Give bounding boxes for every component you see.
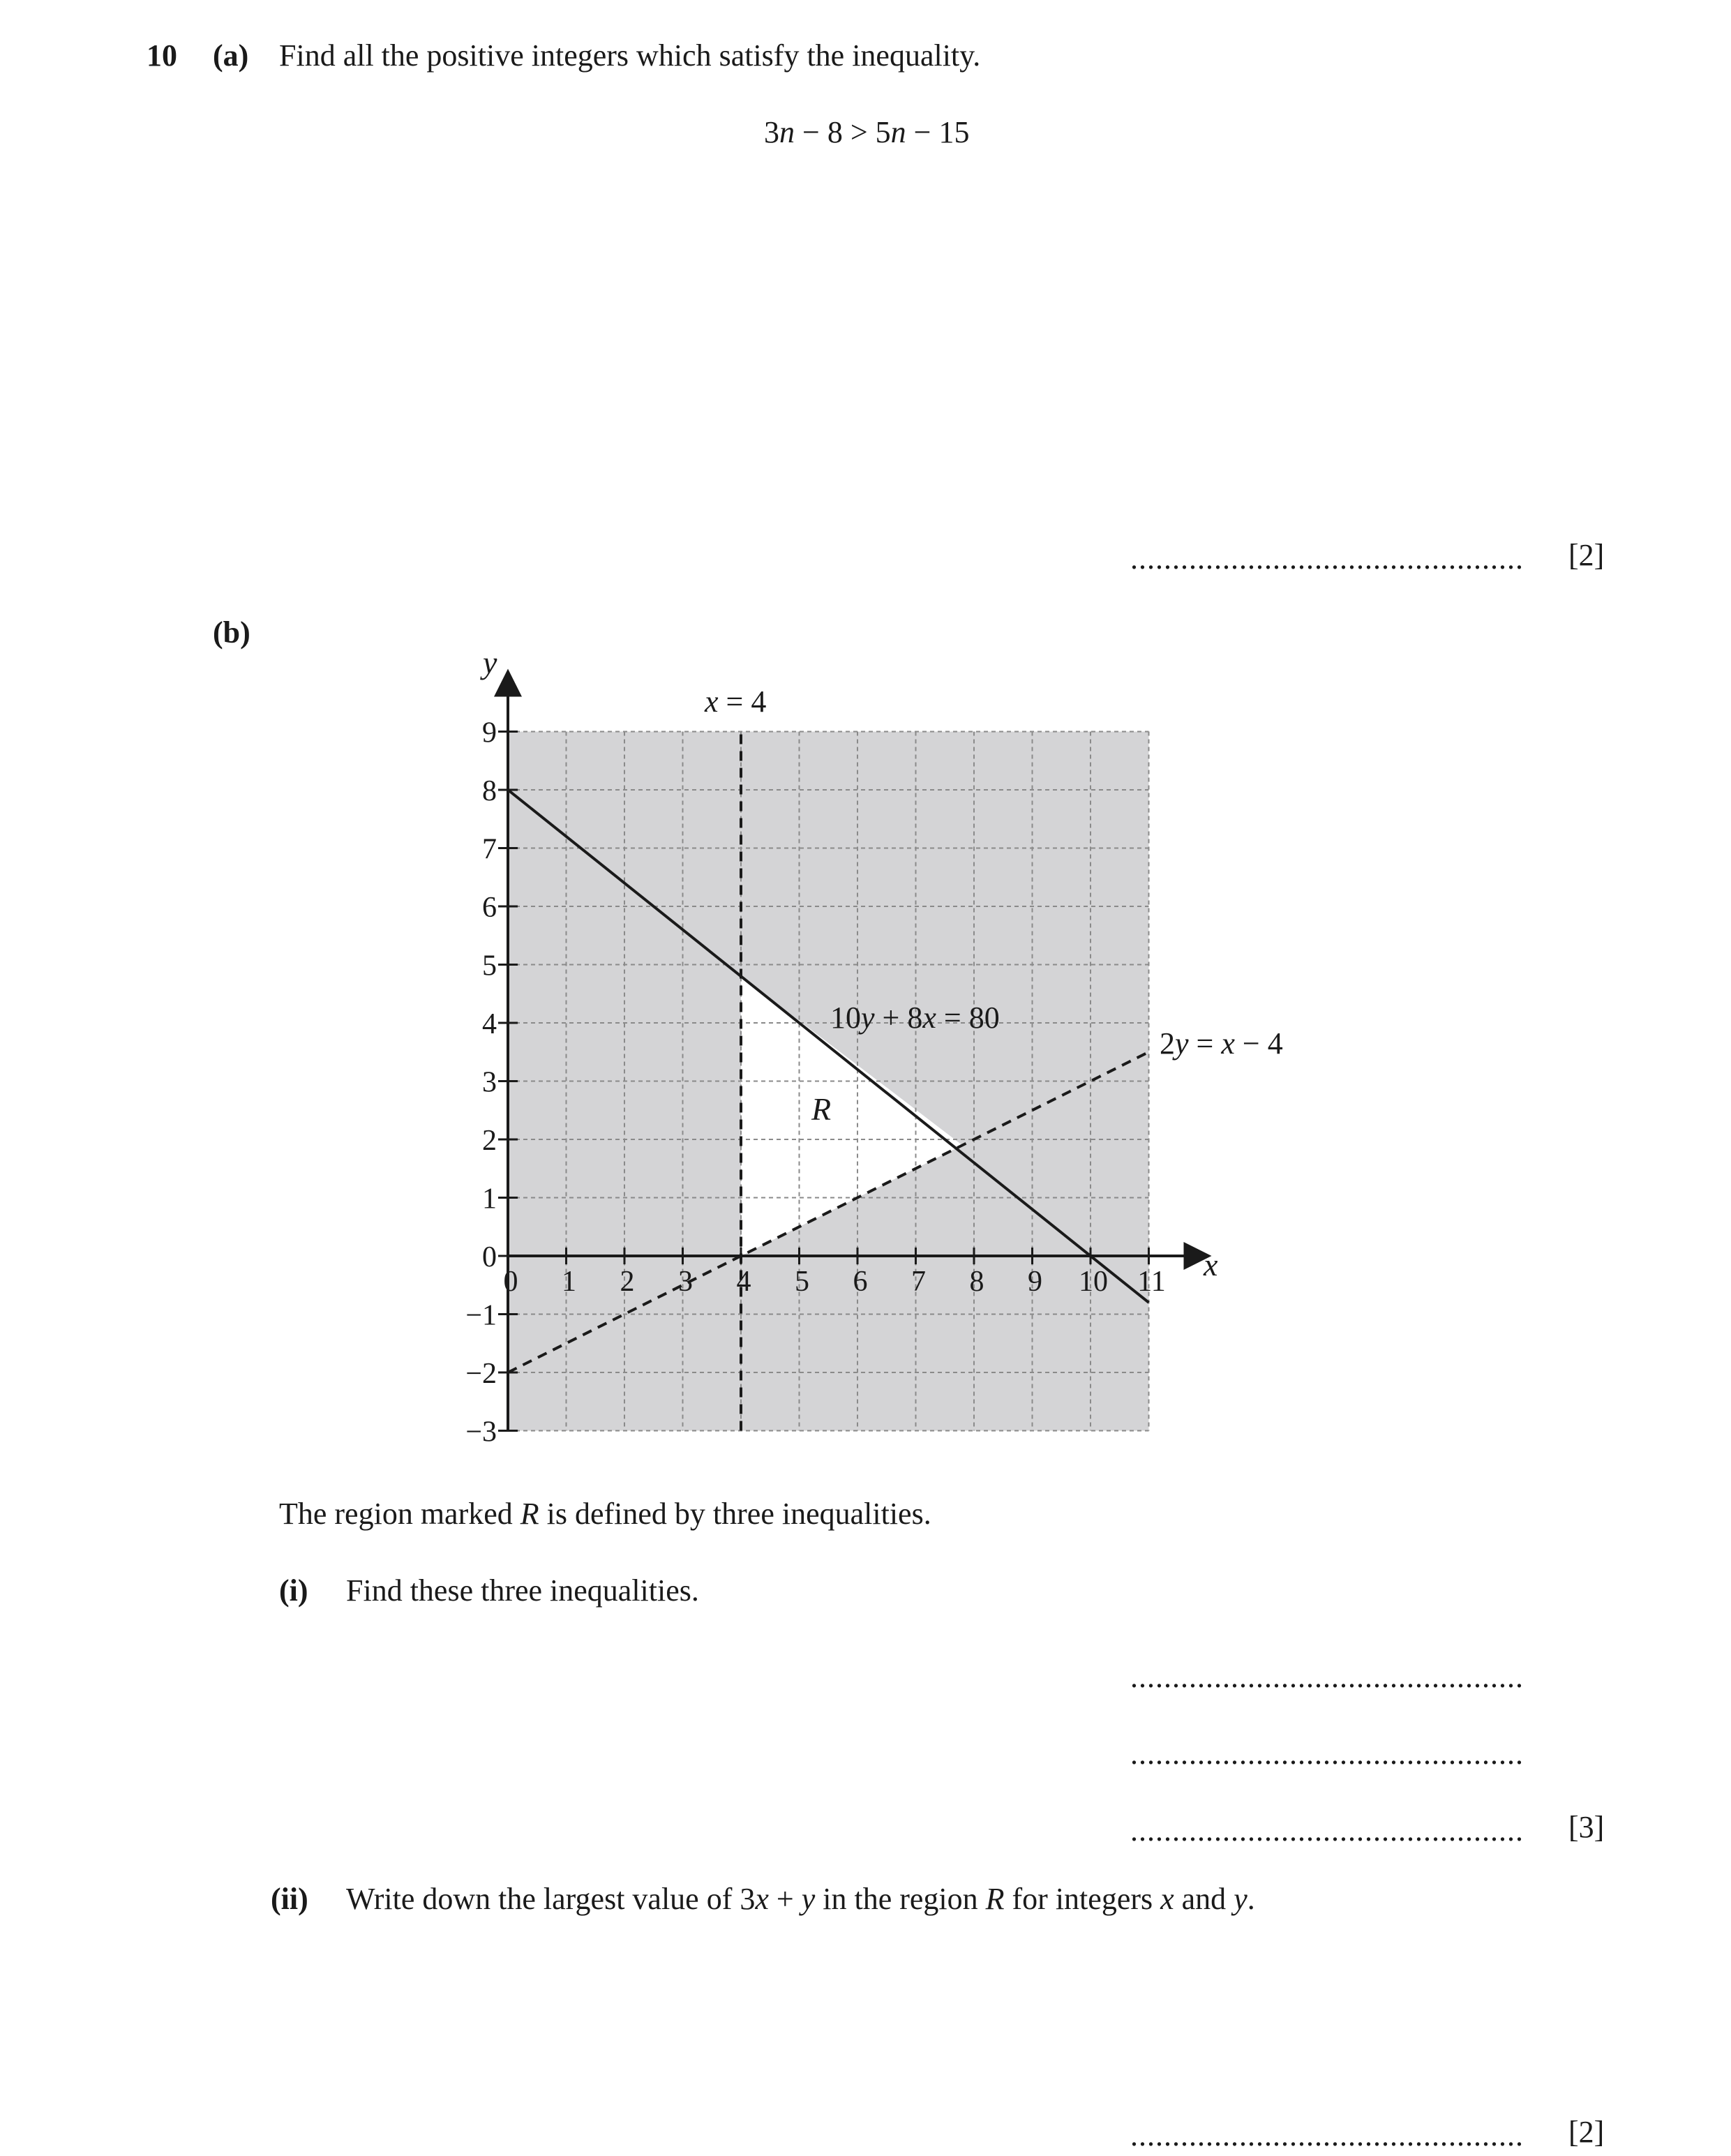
y-tick-label: 8	[482, 775, 497, 807]
sub-ii-label: (ii)	[271, 1882, 308, 1916]
sub-i-answer-line-2[interactable]: ...............................................	[1130, 1737, 1524, 1771]
x-tick-label: 3	[678, 1266, 693, 1298]
part-a-answer-line[interactable]: ...............................................	[1130, 541, 1524, 576]
question-number: 10	[147, 38, 177, 73]
line-label-2y-minus4: − 4	[1234, 1026, 1283, 1061]
y-tick-label: 9	[482, 717, 497, 749]
inequality-var-n1: n	[779, 115, 795, 149]
x-tick-label: 7	[911, 1266, 926, 1298]
line-label-10y-eq80: = 80	[936, 1001, 1000, 1035]
sub-i-answer-line-3[interactable]: ...............................................	[1130, 1813, 1524, 1848]
sub-ii-var-y2: y	[1234, 1882, 1247, 1916]
sub-ii-var-r: R	[985, 1882, 1005, 1916]
x-tick-label: 2	[620, 1266, 635, 1298]
sub-ii-text	[346, 1884, 1255, 1915]
sub-ii-var-x: x	[755, 1882, 769, 1916]
sub-ii-text-1: Write down the largest value of 3	[346, 1882, 756, 1916]
part-b-intro-pre: The region marked	[279, 1497, 520, 1531]
sub-ii-text-3: in the region	[815, 1882, 986, 1916]
sub-ii-text-2: +	[768, 1882, 802, 1916]
x-tick-label: 11	[1137, 1266, 1166, 1298]
x-tick-label: 5	[795, 1266, 809, 1298]
line-label-10y-var-y: y	[861, 1001, 875, 1035]
line-label-x-equals-4	[704, 684, 766, 719]
sub-ii-text-6: .	[1247, 1882, 1255, 1916]
line-label-2y-eq: =	[1188, 1026, 1222, 1061]
y-tick-label: 6	[482, 892, 497, 924]
y-tick-label: 4	[482, 1008, 497, 1040]
inequality-var-n2: n	[890, 115, 906, 149]
y-tick-label: 2	[482, 1125, 497, 1157]
x-tick-label: 4	[736, 1266, 751, 1298]
sub-i-marks: [3]	[1568, 1810, 1605, 1844]
sub-ii-text-5: and	[1174, 1882, 1234, 1916]
line-label-2y-x-4	[1160, 1026, 1283, 1061]
y-tick-label: 5	[482, 950, 497, 982]
line-label-2y-var-y: y	[1175, 1026, 1189, 1061]
part-a-label: (a)	[213, 38, 249, 73]
inequality-op2: − 15	[906, 115, 970, 149]
sub-i-answer-line-1[interactable]: ...............................................	[1130, 1660, 1524, 1694]
y-tick-label: 1	[482, 1183, 497, 1215]
y-tick-label: −2	[465, 1358, 497, 1390]
x-tick-label: 9	[1028, 1266, 1042, 1298]
line-label-10y-coef: 10	[830, 1001, 861, 1035]
y-tick-label: 7	[482, 833, 497, 866]
part-a-marks: [2]	[1568, 538, 1605, 572]
part-b-intro	[279, 1499, 931, 1529]
y-tick-label: 0	[482, 1241, 497, 1273]
inequality-op1: − 8 > 5	[795, 115, 891, 149]
region-label-r: R	[811, 1091, 832, 1127]
part-a-text: Find all the positive integers which satisfy the inequality.	[279, 38, 981, 73]
y-tick-label: 3	[482, 1066, 497, 1099]
x-tick-label: 10	[1079, 1266, 1108, 1298]
sub-ii-var-y: y	[801, 1882, 816, 1916]
line-label-10y-var-x: x	[922, 1001, 936, 1035]
axis-label-y: y	[483, 645, 497, 680]
axis-label-x: x	[1204, 1247, 1218, 1282]
inequality-coef: 3	[764, 115, 779, 149]
x-tick-label: 0	[503, 1266, 518, 1298]
part-b-label: (b)	[213, 615, 250, 650]
line-label-10y-plus8: + 8	[874, 1001, 923, 1035]
sub-ii-var-x2: x	[1160, 1882, 1174, 1916]
x-tick-label: 6	[853, 1266, 868, 1298]
line-label-x-equals-4-var: x	[705, 684, 719, 719]
x-tick-label: 1	[562, 1266, 576, 1298]
line-label-x-equals-4-rest: = 4	[718, 684, 767, 719]
x-tick-label: 8	[969, 1266, 984, 1298]
sub-i-label: (i)	[279, 1573, 308, 1608]
sub-ii-text-4: for integers	[1004, 1882, 1161, 1916]
sub-ii-marks: [2]	[1568, 2115, 1605, 2149]
part-b-intro-var: R	[520, 1497, 539, 1531]
y-tick-label: −1	[465, 1299, 497, 1332]
y-tick-label: −3	[465, 1416, 497, 1448]
line-label-2y-coef: 2	[1160, 1026, 1175, 1061]
sub-ii-answer-line[interactable]: ...............................................	[1130, 2118, 1524, 2153]
part-b-intro-post: is defined by three inequalities.	[539, 1497, 931, 1531]
sub-i-text: Find these three inequalities.	[346, 1573, 699, 1608]
line-label-2y-var-x: x	[1221, 1026, 1235, 1061]
line-label-10y-8x-80	[830, 1001, 1000, 1035]
